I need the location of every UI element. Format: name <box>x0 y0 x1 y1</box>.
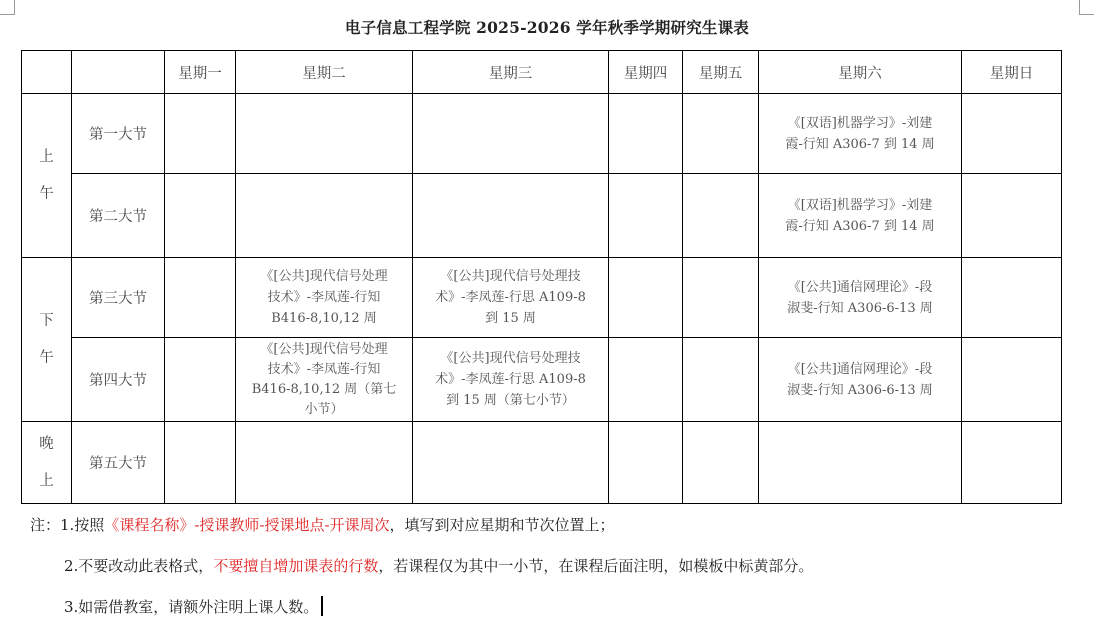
cell-p5-wed[interactable] <box>413 422 609 504</box>
header-wednesday: 星期三 <box>413 51 609 94</box>
period-label: 第三大节 <box>72 258 165 338</box>
segment-afternoon-char-2: 午 <box>39 349 54 366</box>
course-line: 《[双语]机器学习》-刘建 <box>787 115 933 131</box>
course-line: 淑斐-行知 A306-6-13 周 <box>787 300 933 316</box>
note-2-prefix: 2.不要改动此表格式， <box>64 557 214 575</box>
row-period-3 <box>22 258 1062 338</box>
period-label: 第二大节 <box>72 174 165 258</box>
course-line: 《[公共]现代信号处理 <box>260 269 388 284</box>
cell-p5-mon[interactable] <box>165 422 236 504</box>
row-period-2 <box>22 174 1062 258</box>
cell-p2-thu[interactable] <box>609 174 683 258</box>
cell-p4-fri[interactable] <box>683 338 759 422</box>
note-1-highlight: 《课程名称》-授课教师-授课地点-开课周次 <box>104 516 390 534</box>
row-period-5 <box>22 422 1062 504</box>
cell-p2-wed[interactable] <box>413 174 609 258</box>
header-thursday: 星期四 <box>609 51 683 94</box>
period-label: 第四大节 <box>72 338 165 422</box>
course-line: B416-8,10,12 周（第七 <box>251 381 397 397</box>
cell-p3-fri[interactable] <box>683 258 759 338</box>
segment-morning <box>22 94 72 258</box>
text-cursor <box>321 596 323 616</box>
segment-afternoon <box>22 258 72 422</box>
course-line: 到 15 周 <box>485 311 536 326</box>
note-2-highlight: 不要擅自增加课表的行数 <box>213 557 379 575</box>
course-line: 小节） <box>304 401 344 417</box>
cell-p5-thu[interactable] <box>609 422 683 504</box>
note-3-text: 3.如需借教室，请额外注明上课人数。 <box>64 598 319 616</box>
course-line: 霞-行知 A306-7 到 14 周 <box>785 136 935 152</box>
header-tuesday: 星期二 <box>236 51 413 94</box>
cell-p3-mon[interactable] <box>165 258 236 338</box>
segment-morning-char-2: 午 <box>39 185 54 202</box>
cell-p1-sun[interactable] <box>962 94 1062 174</box>
crop-mark-top-left <box>0 0 15 15</box>
note-2-suffix: ，若课程仅为其中一小节，在课程后面注明，如模板中标黄部分。 <box>378 557 814 575</box>
course-line: 术》-李凤莲-行思 A109-8 <box>435 290 586 305</box>
header-corner-period <box>72 51 165 94</box>
course-line: 《[公共]通信网理论》-段 <box>787 279 933 295</box>
note-2 <box>64 555 813 576</box>
course-line: 术》-李凤莲-行思 A109-8 <box>435 372 586 387</box>
cell-p2-sat[interactable] <box>759 174 962 258</box>
cell-p1-thu[interactable] <box>609 94 683 174</box>
cell-p4-thu[interactable] <box>609 338 683 422</box>
cell-p5-sun[interactable] <box>962 422 1062 504</box>
header-corner-segment <box>22 51 72 94</box>
cell-p5-sat[interactable] <box>759 422 962 504</box>
segment-evening <box>22 422 72 504</box>
header-friday: 星期五 <box>683 51 759 94</box>
cell-p4-tue[interactable] <box>236 338 413 422</box>
segment-afternoon-char-1: 下 <box>39 312 54 329</box>
cell-p4-sun[interactable] <box>962 338 1062 422</box>
cell-p3-thu[interactable] <box>609 258 683 338</box>
cell-p1-fri[interactable] <box>683 94 759 174</box>
cell-p1-sat[interactable] <box>759 94 962 174</box>
cell-p4-mon[interactable] <box>165 338 236 422</box>
note-1 <box>30 514 615 535</box>
note-1-prefix: 注：1.按照 <box>30 516 105 534</box>
cell-p3-tue[interactable] <box>236 258 413 338</box>
schedule-table <box>21 50 1062 504</box>
course-line: 《[公共]现代信号处理技 <box>440 351 581 366</box>
cell-p4-sat[interactable] <box>759 338 962 422</box>
period-label: 第五大节 <box>72 422 165 504</box>
course-line: 《[公共]现代信号处理技 <box>440 269 581 284</box>
cell-p2-tue[interactable] <box>236 174 413 258</box>
cell-p3-sat[interactable] <box>759 258 962 338</box>
cell-p2-mon[interactable] <box>165 174 236 258</box>
course-line: 《[公共]现代信号处理 <box>260 341 388 357</box>
header-row <box>22 51 1062 94</box>
segment-evening-char-1: 晚 <box>39 435 54 452</box>
cell-p2-fri[interactable] <box>683 174 759 258</box>
course-line: 霞-行知 A306-7 到 14 周 <box>785 218 935 234</box>
header-saturday: 星期六 <box>759 51 962 94</box>
segment-morning-char-1: 上 <box>39 148 54 165</box>
crop-mark-top-right <box>1079 0 1094 15</box>
note-1-suffix: ，填写到对应星期和节次位置上； <box>389 516 615 534</box>
cell-p1-mon[interactable] <box>165 94 236 174</box>
header-monday: 星期一 <box>165 51 236 94</box>
header-sunday: 星期日 <box>962 51 1062 94</box>
cell-p1-tue[interactable] <box>236 94 413 174</box>
row-period-1 <box>22 94 1062 174</box>
course-line: 技术》-李凤莲-行知 <box>267 290 381 305</box>
row-period-4 <box>22 338 1062 422</box>
cell-p5-fri[interactable] <box>683 422 759 504</box>
cell-p4-wed[interactable] <box>413 338 609 422</box>
note-3[interactable] <box>64 596 323 617</box>
course-line: 《[双语]机器学习》-刘建 <box>787 197 933 213</box>
course-line: B416-8,10,12 周 <box>271 311 377 326</box>
cell-p5-tue[interactable] <box>236 422 413 504</box>
period-label: 第一大节 <box>72 94 165 174</box>
course-line: 技术》-李凤莲-行知 <box>267 361 381 377</box>
cell-p3-sun[interactable] <box>962 258 1062 338</box>
segment-evening-char-2: 上 <box>39 472 54 489</box>
course-line: 《[公共]通信网理论》-段 <box>787 361 933 377</box>
course-line: 淑斐-行知 A306-6-13 周 <box>787 382 933 398</box>
page-title: 电子信息工程学院 2025-2026 学年秋季学期研究生课表 <box>344 18 749 37</box>
cell-p1-wed[interactable] <box>413 94 609 174</box>
course-line: 到 15 周（第七小节） <box>446 393 575 408</box>
cell-p2-sun[interactable] <box>962 174 1062 258</box>
cell-p3-wed[interactable] <box>413 258 609 338</box>
